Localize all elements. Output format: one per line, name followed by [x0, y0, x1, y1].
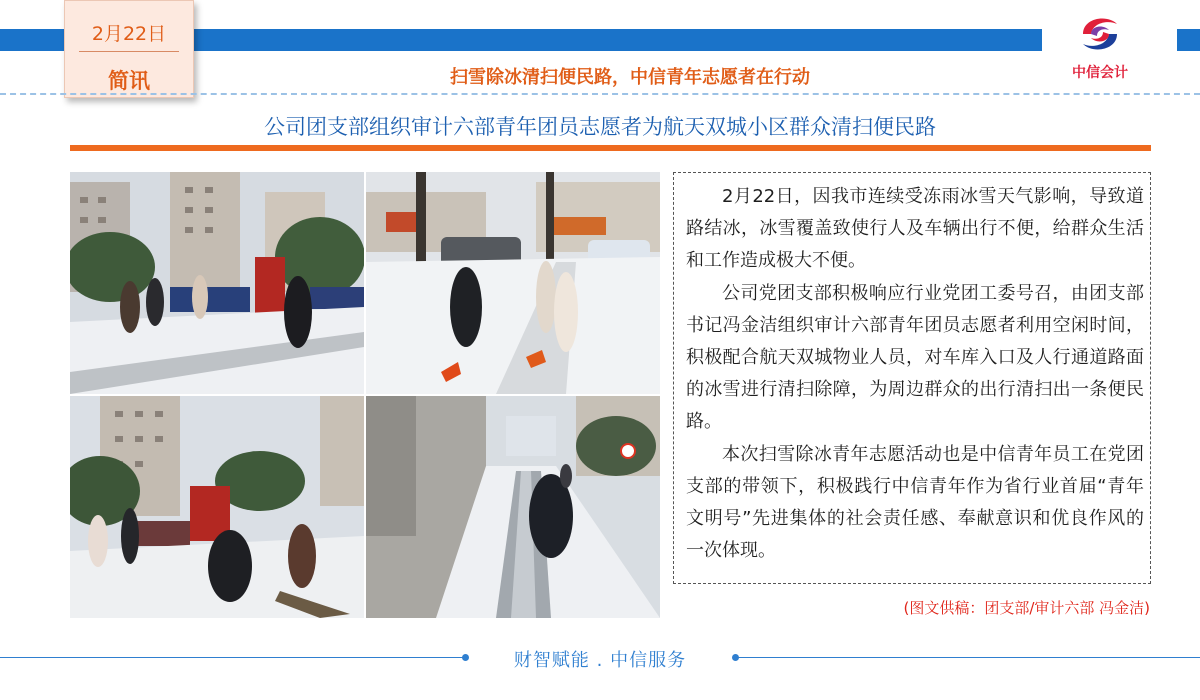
section-label: 简讯	[108, 69, 150, 93]
article-paragraph-3: 本次扫雪除冰青年志愿活动也是中信青年员工在党团支部的带领下，积极践行中信青年作为省行业首届“青年文明号”先进集体的社会责任感、奉献意识和优良作风的一次体现。	[686, 443, 1144, 562]
footer-dot-left	[462, 654, 469, 661]
photo-volunteers-sweeping-brooms	[70, 396, 364, 618]
header-bar-right	[1177, 29, 1200, 51]
subtitle-underline	[70, 145, 1151, 151]
logo-mark-icon	[1073, 10, 1127, 58]
footer-line-right	[736, 657, 1200, 658]
date-label: 2月22日	[91, 23, 167, 45]
photo-credit: (图文供稿：团支部/审计六部 冯金洁)	[903, 599, 1150, 617]
photo-volunteers-road-shovels	[366, 172, 660, 394]
article-paragraph-1: 2月22日，因我市连续受冻雨冰雪天气影响，导致道路结冰，冰雪覆盖致使行人及车辆出行不便，给群众生活和工作造成极大不便。	[686, 186, 1144, 272]
citic-accounting-logo	[1058, 10, 1142, 82]
article-paragraph-2: 公司党团支部积极响应行业党团工委号召，由团支部书记冯金洁组织审计六部青年团员志愿者利用空闲时间，积极配合航天双城物业人员，对车库入口及人行通道路面的冰雪进行清扫除障，为周边群众的出行清扫出一条便民路。	[686, 282, 1144, 433]
header-dashed-divider	[0, 93, 1200, 95]
photo-volunteer-garage-ramp	[366, 396, 660, 618]
headline: 扫雪除冰清扫便民路，中信青年志愿者在行动	[450, 67, 810, 88]
logo-text: 中信会计	[1072, 65, 1128, 81]
date-divider	[79, 51, 179, 52]
article-textbox	[673, 172, 1151, 584]
photo-volunteers-shoveling-gate	[70, 172, 364, 394]
date-card	[64, 0, 194, 98]
article-subtitle: 公司团支部组织审计六部青年团员志愿者为航天双城小区群众清扫便民路	[264, 115, 936, 139]
footer-slogan: 财智赋能 . 中信服务	[513, 650, 687, 671]
footer-line-left	[0, 657, 465, 658]
